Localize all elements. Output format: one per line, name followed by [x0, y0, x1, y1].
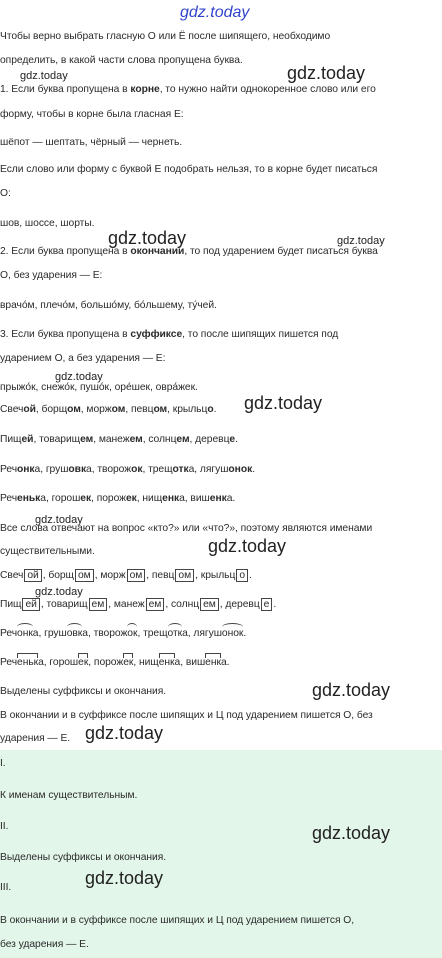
word: [200, 464, 252, 475]
word: [143, 628, 188, 639]
word-separator: ,: [35, 404, 42, 415]
word-suffix-marked: овк: [66, 628, 83, 639]
word-separator: ,: [91, 464, 98, 475]
word-stem: деревц: [225, 599, 260, 610]
word: [94, 657, 133, 668]
word-separator: ,: [167, 404, 173, 415]
watermark: gdz.today: [287, 63, 366, 83]
word-ending: а: [226, 493, 233, 504]
word-root: груш: [45, 464, 69, 475]
word-stem: Свеч: [0, 404, 24, 415]
word-separator: ,: [42, 570, 49, 581]
watermark: gdz.today: [312, 823, 391, 843]
word-stem: товарищ: [39, 434, 81, 445]
watermark: gdz.today: [35, 514, 83, 526]
words-marked-row-4: [0, 656, 229, 670]
word-stem: деревц: [195, 434, 230, 445]
word: [0, 657, 44, 668]
word-separator: ,: [189, 434, 196, 445]
word-ending: а: [86, 464, 92, 475]
word: [0, 434, 33, 445]
rule2-line-2: О, без ударения — Е:: [0, 270, 103, 281]
word-separator: ,: [219, 599, 226, 610]
rule1-post: , то нужно найти однокоренное слово или его: [159, 84, 376, 95]
word: [94, 628, 138, 639]
word-separator: ,: [94, 570, 101, 581]
word-separator: ,: [133, 657, 139, 668]
word-separator: .: [252, 464, 255, 475]
words-marked-row-1: [0, 569, 252, 583]
word: [48, 570, 94, 581]
word-ending: ем: [80, 434, 94, 445]
watermark: gdz.today: [208, 536, 287, 556]
word-separator: ,: [93, 434, 99, 445]
word-ending-box: ей: [22, 598, 39, 611]
watermark: gdz.today: [55, 371, 103, 383]
word-suffix-marked: онк: [17, 628, 33, 639]
word-stem: морж: [100, 570, 126, 581]
word: [186, 657, 227, 668]
rule1-note-example: шов, шоссе, шорты.: [0, 218, 95, 229]
words-marked-row-2: [0, 598, 276, 612]
watermark: gdz.today: [85, 868, 164, 888]
word-stem: манеж: [98, 434, 130, 445]
word-stem: Пищ: [0, 434, 22, 445]
word-ending: а: [82, 628, 88, 639]
intro-line-2: определить, в какой части слова пропущена буква.: [0, 55, 243, 66]
word-ending: а: [179, 493, 185, 504]
word: [225, 599, 273, 610]
word-separator: ,: [38, 628, 45, 639]
word-root: горош: [49, 657, 79, 668]
word: [190, 493, 232, 504]
word-root: Реч: [0, 464, 18, 475]
rule1-note-line-2: О:: [0, 188, 11, 199]
word-suffix: ек: [80, 493, 92, 504]
word-separator: ,: [80, 404, 87, 415]
word-ending: ом: [153, 404, 168, 415]
conclusion-line-2: ударения — Е.: [0, 733, 71, 744]
word-separator: ,: [195, 570, 201, 581]
word: [0, 464, 40, 475]
word-separator: ,: [91, 493, 97, 504]
rule2-line-1: [0, 245, 378, 259]
word-separator: ,: [45, 493, 52, 504]
rule1-bold: корне: [130, 84, 160, 95]
word-suffix-marked: отк: [167, 628, 183, 639]
word-separator: ,: [43, 657, 50, 668]
rule3-bold: суффиксе: [130, 329, 183, 340]
word: [44, 628, 88, 639]
words-bold-row-1: [0, 403, 216, 417]
answer-text-2: Выделены суффиксы и окончания.: [0, 852, 167, 863]
word-separator: .: [232, 493, 236, 504]
word-suffix-marked: енк: [205, 657, 221, 668]
word-stem: солнц: [170, 599, 200, 610]
word-separator: .: [249, 570, 252, 581]
word-separator: .: [226, 657, 230, 668]
word-ending-box: ем: [146, 598, 165, 611]
sentence1-line-1: Все слова отвечают на вопрос «кто?» или «что?», поэтому являются именами: [0, 523, 373, 534]
word: [0, 570, 43, 581]
word: [173, 404, 214, 415]
word-root: порож: [93, 657, 124, 668]
word: [148, 464, 194, 475]
words-bold-row-3: [0, 463, 255, 477]
word-ending: е: [229, 434, 236, 445]
rule1-pre: 1. Если буква пропущена в: [0, 84, 131, 95]
word-separator: .: [273, 599, 277, 610]
word-separator: ,: [146, 570, 152, 581]
word: [148, 434, 189, 445]
word-suffix: ок: [131, 464, 143, 475]
watermark: gdz.today: [35, 586, 83, 598]
word: [49, 657, 88, 668]
word: [47, 599, 109, 610]
words-bold-row-4: [0, 492, 235, 506]
word-suffix-marked: енк: [158, 657, 175, 668]
word-suffix: онок: [228, 464, 253, 475]
rule3-pre: 3. Если буква пропущена в: [0, 329, 131, 340]
word-ending: а: [40, 493, 46, 504]
word: [39, 434, 93, 445]
rule2-example: врачо́м, плечо́м, большо́му, бо́льшему, ту́чей.: [0, 300, 217, 311]
word-ending: о: [207, 404, 214, 415]
word-separator: ,: [184, 493, 191, 504]
word-ending-box: о: [236, 569, 248, 582]
word-separator: ,: [40, 464, 46, 475]
word-root: порож: [96, 493, 126, 504]
watermark: gdz.today: [244, 393, 323, 413]
note-highlight: Выделены суффиксы и окончания.: [0, 686, 167, 697]
word-stem: певц: [130, 404, 154, 415]
word-root: груш: [44, 628, 67, 639]
word-ending: а: [174, 657, 181, 668]
word-suffix-marked: ек: [123, 657, 134, 668]
word: [114, 599, 165, 610]
word-root: нищ: [142, 493, 163, 504]
word-ending-box: ом: [175, 569, 194, 582]
word-suffix: еньк: [17, 493, 41, 504]
rule2-post: , то под ударением будет писаться буква: [184, 246, 378, 257]
word-root: трещ: [143, 628, 168, 639]
word: [201, 570, 249, 581]
word-root: творож: [93, 628, 128, 639]
word-suffix-marked: ок: [127, 628, 138, 639]
watermark: gdz.today: [312, 680, 391, 700]
word-root: лягуш: [199, 464, 229, 475]
word-separator: ,: [142, 434, 149, 445]
word-stem: крыльц: [200, 570, 236, 581]
sentence1-line-2: существительными.: [0, 546, 95, 557]
watermark: gdz.today: [85, 723, 164, 743]
word: [42, 404, 81, 415]
word-separator: ,: [187, 628, 194, 639]
word-stem: морж: [86, 404, 112, 415]
word-ending-box: ом: [127, 569, 146, 582]
word: [99, 434, 143, 445]
word-stem: Пищ: [0, 599, 22, 610]
answer-label-1: I.: [0, 758, 6, 769]
word-root: виш: [185, 657, 206, 668]
word-separator: ,: [194, 464, 200, 475]
word-ending: а: [34, 464, 41, 475]
word-ending: ей: [21, 434, 34, 445]
word-stem: солнц: [148, 434, 177, 445]
conclusion-line-1: В окончании и в суффиксе после шипящих и Ц под ударением пишется О, без: [0, 710, 373, 721]
word-ending: а: [38, 657, 44, 668]
intro-line-1: Чтобы верно выбрать гласную О или Ё после шипящего, необходимо: [0, 31, 331, 42]
word: [0, 404, 36, 415]
rule3-example: прыжо́к, снежо́к, пушо́к, оре́шек, овра́жек.: [0, 382, 198, 393]
answer-text-3-line-2: без ударения — Е.: [0, 939, 89, 950]
rule1-line-2: форму, чтобы в корне была гласная Е:: [0, 109, 184, 120]
watermark: gdz.today: [337, 235, 385, 247]
rule1-example: шёпот — шептать, чёрный — чернеть.: [0, 137, 183, 148]
words-marked-row-3: [0, 627, 246, 641]
word: [0, 599, 41, 610]
word-separator: ,: [88, 657, 94, 668]
word-suffix-marked: еньк: [17, 657, 39, 668]
rule3-line-1: [0, 328, 338, 342]
word: [142, 493, 184, 504]
word-separator: ,: [125, 404, 131, 415]
word-ending: ем: [176, 434, 190, 445]
word: [0, 628, 38, 639]
word-ending-box: ом: [75, 569, 94, 582]
answer-label-2: II.: [0, 821, 9, 832]
watermark: gdz.today: [108, 228, 187, 248]
answer-text-1: К именам существительным.: [0, 790, 138, 801]
rule3-line-2: ударением О, а без ударения — Е:: [0, 353, 166, 364]
word-root: горош: [51, 493, 81, 504]
word: [86, 404, 125, 415]
word-separator: .: [213, 404, 217, 415]
word-ending: ем: [129, 434, 143, 445]
word-stem: товарищ: [46, 599, 88, 610]
word-stem: борщ: [48, 570, 74, 581]
word-ending: а: [188, 464, 195, 475]
word: [139, 657, 180, 668]
word-ending-box: ем: [89, 598, 108, 611]
word-ending: а: [220, 657, 227, 668]
word-separator: .: [243, 628, 247, 639]
word: [171, 599, 220, 610]
word-separator: ,: [136, 493, 143, 504]
word-ending-box: ой: [24, 569, 41, 582]
words-bold-row-2: [0, 433, 238, 447]
word: [46, 464, 92, 475]
rule3-post: , то после шипящих пишется под: [182, 329, 339, 340]
rule1-note-line-1: Если слово или форму с буквой Е подобрать нельзя, то в корне будет писаться: [0, 164, 378, 175]
word-separator: ,: [180, 657, 186, 668]
word-suffix: ек: [125, 493, 137, 504]
word-separator: .: [235, 434, 238, 445]
word-stem: Свеч: [0, 570, 24, 581]
word-stem: крыльц: [172, 404, 208, 415]
word-ending-box: ем: [200, 598, 219, 611]
word: [193, 628, 243, 639]
word-separator: ,: [40, 599, 47, 610]
word-root: трещ: [148, 464, 173, 475]
word: [97, 464, 142, 475]
word-root: творож: [97, 464, 132, 475]
word-suffix-marked: онок: [221, 628, 244, 639]
word: [131, 404, 167, 415]
word-stem: певц: [151, 570, 175, 581]
watermark-top: gdz.today: [180, 4, 250, 21]
watermark: gdz.today: [20, 70, 68, 82]
word: [195, 434, 235, 445]
word: [0, 493, 46, 504]
word-root: лягуш: [193, 628, 222, 639]
word-ending: а: [182, 628, 188, 639]
word-stem: манеж: [113, 599, 145, 610]
rule2-bold: окончании: [130, 246, 185, 257]
word-root: Реч: [0, 657, 18, 668]
word-root: нищ: [138, 657, 159, 668]
word-root: Реч: [0, 493, 18, 504]
word-separator: ,: [142, 464, 149, 475]
word-ending-box: е: [261, 598, 273, 611]
word-root: виш: [190, 493, 210, 504]
word-suffix: овк: [68, 464, 87, 475]
word-ending: ом: [111, 404, 126, 415]
word-suffix: енк: [162, 493, 180, 504]
answer-text-3-line-1: В окончании и в суффиксе после шипящих и Ц под ударением пишется О,: [0, 915, 355, 926]
word-ending: ом: [67, 404, 81, 415]
word-separator: ,: [108, 599, 114, 610]
word-suffix: отк: [172, 464, 189, 475]
word-suffix: енк: [209, 493, 227, 504]
word-root: Реч: [0, 628, 18, 639]
rule1-line-1: [0, 83, 376, 97]
word-suffix: онк: [17, 464, 35, 475]
word-separator: ,: [137, 628, 144, 639]
word-separator: ,: [87, 628, 94, 639]
rule2-pre: 2. Если буква пропущена в: [0, 246, 131, 257]
word: [52, 493, 92, 504]
word: [100, 570, 146, 581]
word-separator: ,: [33, 434, 40, 445]
word-stem: борщ: [41, 404, 68, 415]
word: [152, 570, 195, 581]
word-separator: ,: [165, 599, 171, 610]
answer-label-3: III.: [0, 882, 12, 893]
word-suffix-marked: ек: [78, 657, 89, 668]
word-ending: а: [32, 628, 39, 639]
word: [97, 493, 137, 504]
word-ending: ой: [23, 404, 36, 415]
